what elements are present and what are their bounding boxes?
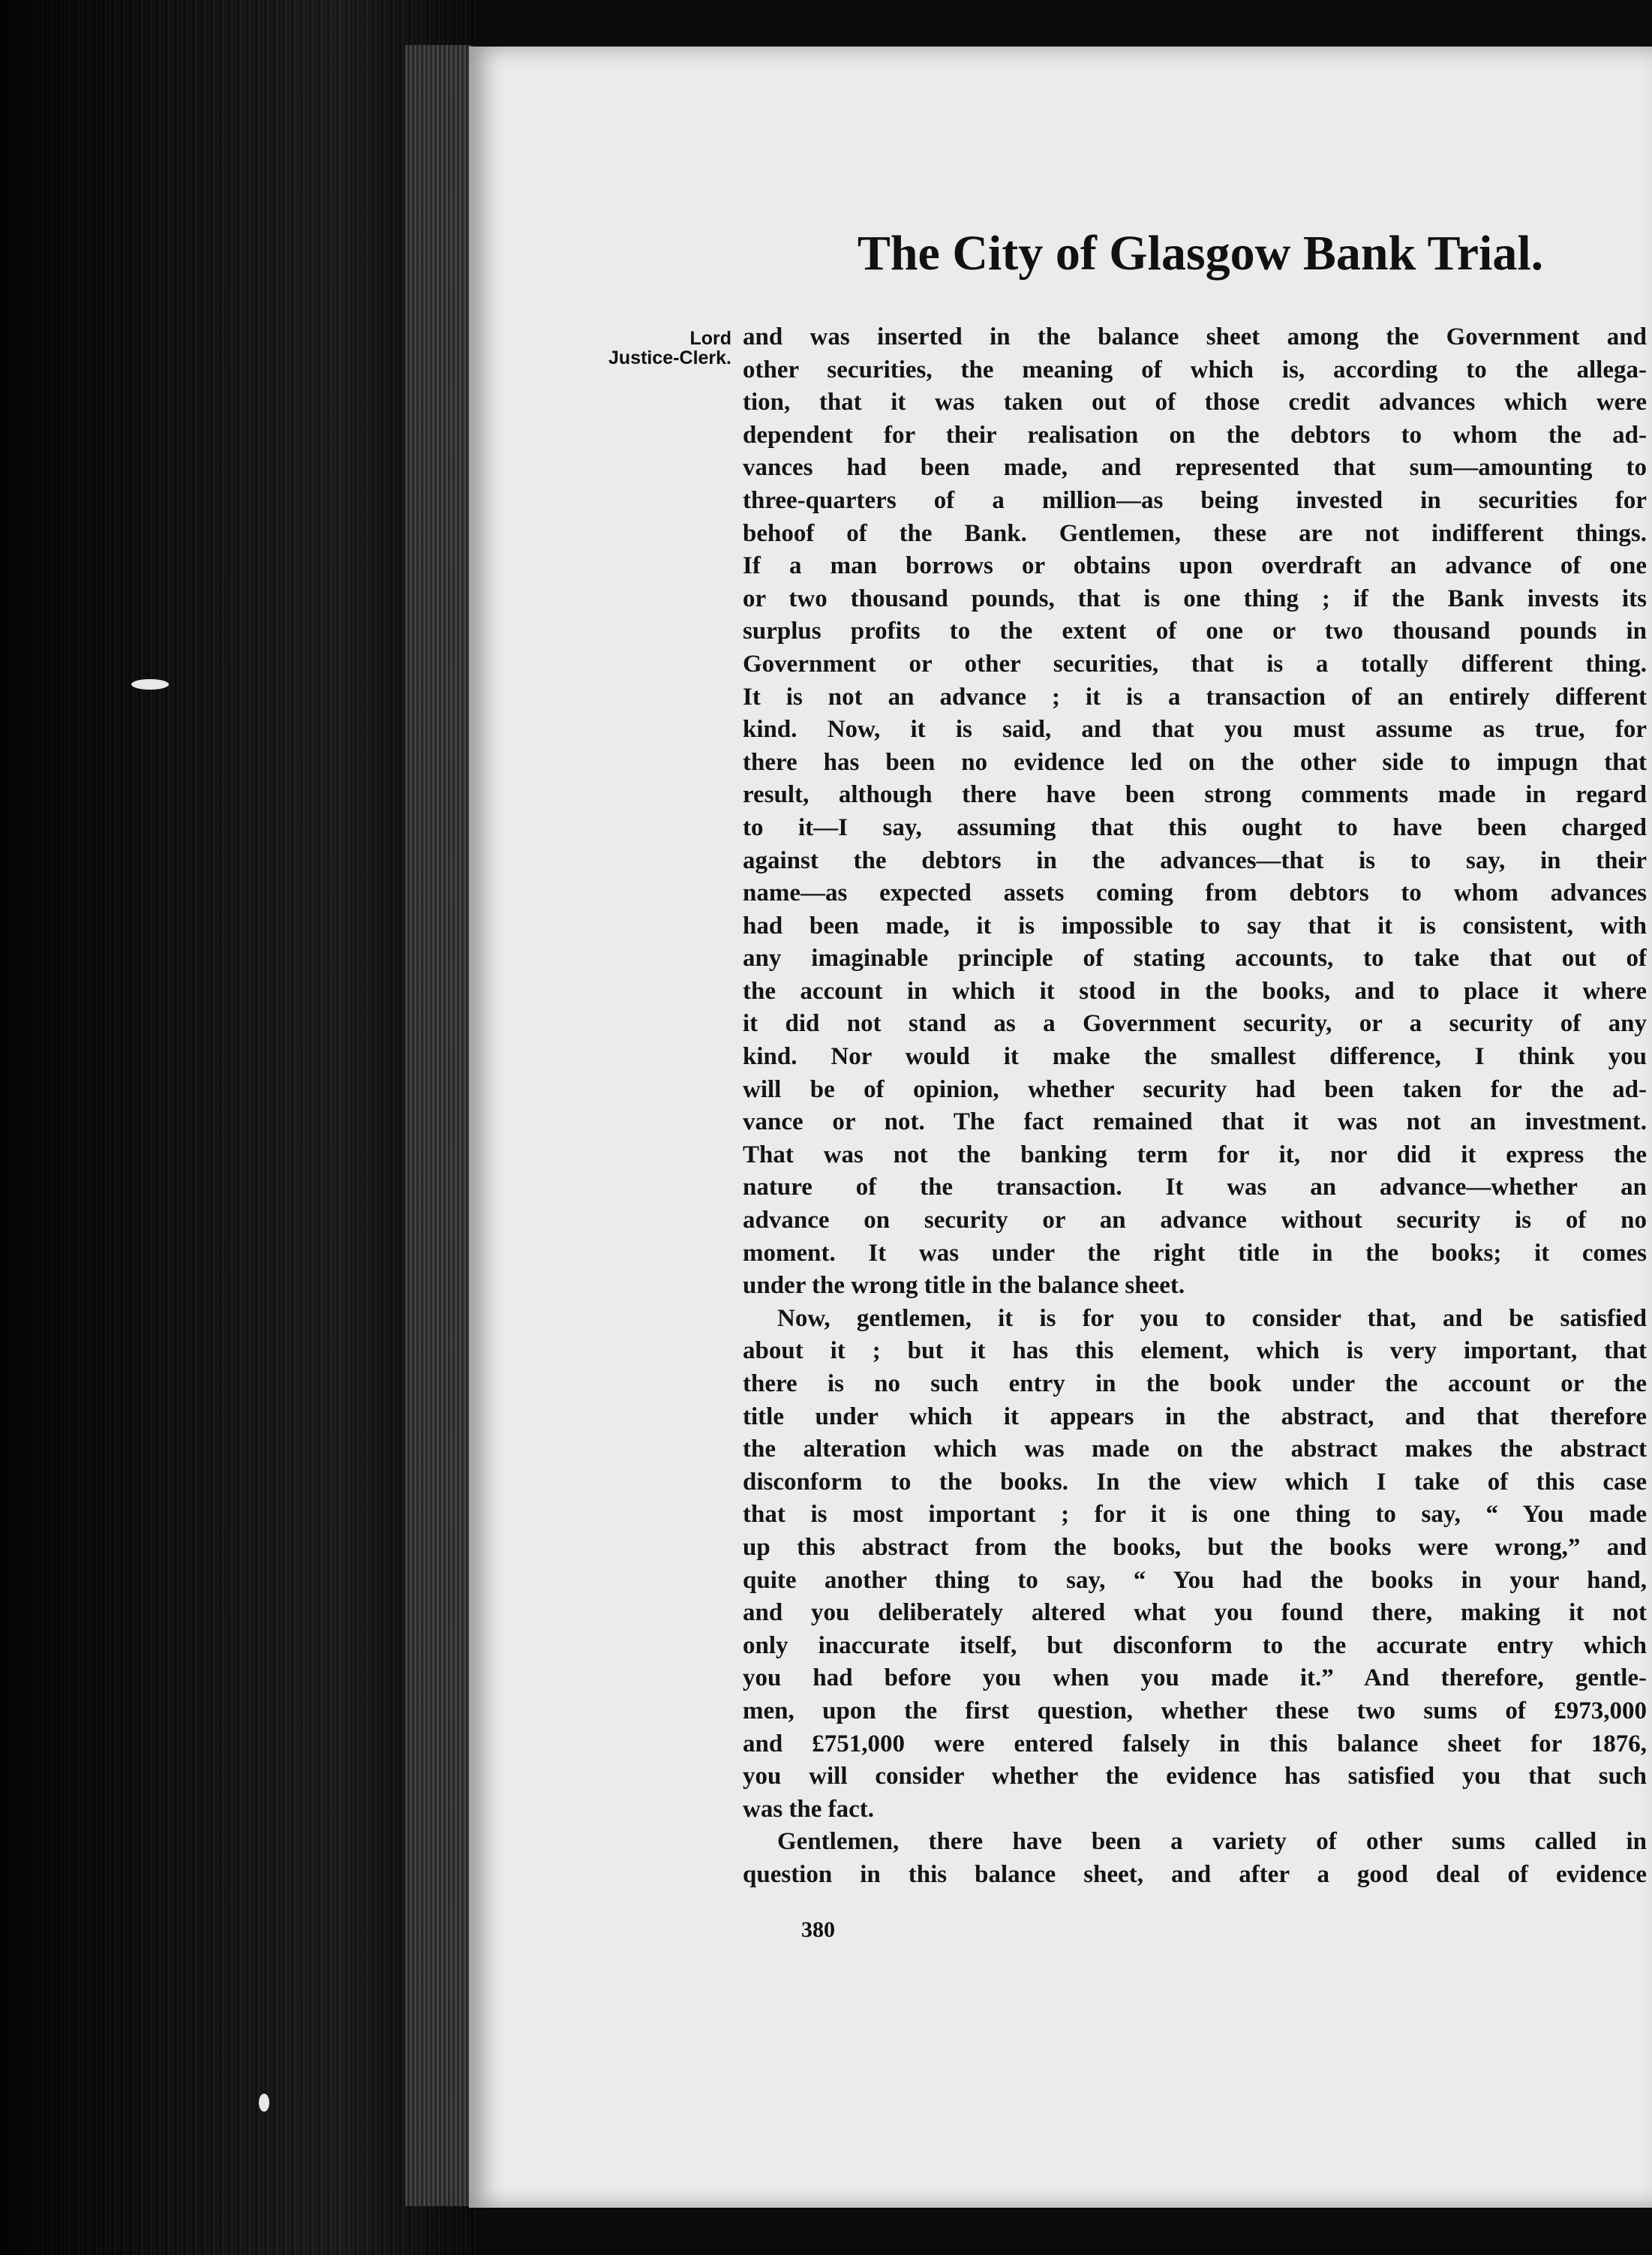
text-line: Now, gentlemen, it is for you to consider that, and be satisfied — [777, 1304, 1647, 1332]
text-line: Gentlemen, there have been a variety of other sums called in — [777, 1828, 1647, 1856]
text-line: disconform to the books. In the view which I take of this case — [743, 1468, 1647, 1496]
scan-speck — [131, 679, 169, 690]
text-line: you will consider whether the evidence has satisfied you that such — [743, 1763, 1647, 1790]
text-line: and £751,000 were entered falsely in this balance sheet for 1876, — [743, 1730, 1647, 1757]
text-line: three-quarters of a million—as being invested in securities for — [743, 486, 1647, 514]
text-line: the alteration which was made on the abstract makes the abstract — [743, 1436, 1647, 1463]
text-line: moment. It was under the right title in the books; it comes — [743, 1239, 1647, 1267]
text-line: It is not an advance ; it is a transaction of an entirely different — [743, 683, 1647, 711]
text-line: vance or not. The fact remained that it was not an investment. — [743, 1108, 1647, 1136]
text-line: that is most important ; for it is one thing to say, “ You made — [743, 1501, 1647, 1529]
text-line: or two thousand pounds, that is one thing ; if the Bank invests its — [743, 585, 1647, 612]
text-line: it did not stand as a Government security, or a security of any — [743, 1010, 1647, 1038]
text-line: If a man borrows or obtains upon overdraft an advance of one — [743, 552, 1647, 580]
speaker-line: Justice-Clerk. — [608, 347, 731, 368]
scan-speck — [259, 2094, 269, 2112]
body-text — [743, 321, 1647, 1892]
text-line: will be of opinion, whether security had been taken for the ad- — [743, 1075, 1647, 1103]
page-number: 380 — [801, 1917, 835, 1942]
text-line: only inaccurate itself, but disconform to the accurate entry which — [743, 1631, 1647, 1659]
text-line: question in this balance sheet, and after a good deal of evidence — [743, 1860, 1647, 1888]
text-line: vances had been made, and represented that sum—amounting to — [743, 454, 1647, 482]
speaker-side-note — [559, 329, 731, 368]
text-line: kind. Now, it is said, and that you must assume as true, for — [743, 716, 1647, 744]
text-line: surplus profits to the extent of one or two thousand pounds in — [743, 618, 1647, 645]
text-line: you had before you when you made it.” And therefore, gentle- — [743, 1664, 1647, 1692]
text-line: title under which it appears in the abstract, and that therefore — [743, 1403, 1647, 1430]
text-line: the account in which it stood in the books, and to place it where — [743, 977, 1647, 1005]
speaker-line: Lord — [689, 328, 731, 349]
text-line: kind. Nor would it make the smallest difference, I think you — [743, 1043, 1647, 1071]
text-line: had been made, it is impossible to say that it is consistent, with — [743, 912, 1647, 940]
text-line: quite another thing to say, “ You had the books in your hand, — [743, 1566, 1647, 1594]
text-line: there has been no evidence led on the other side to impugn that — [743, 748, 1647, 776]
text-line: name—as expected assets coming from debtors to whom advances — [743, 879, 1647, 907]
text-line: against the debtors in the advances—that is to say, in their — [743, 846, 1647, 874]
text-line: was the fact. — [743, 1795, 875, 1823]
text-line: men, upon the first question, whether these two sums of £973,000 — [743, 1697, 1647, 1724]
page-fore-edges — [405, 45, 473, 2206]
text-line: dependent for their realisation on the debtors to whom the ad- — [743, 421, 1647, 449]
text-line: That was not the banking term for it, nor did it express the — [743, 1141, 1647, 1168]
text-line: tion, that it was taken out of those credit advances which were — [743, 389, 1647, 416]
text-line: nature of the transaction. It was an advance—whether an — [743, 1174, 1647, 1201]
text-line: under the wrong title in the balance sheet. — [743, 1272, 1185, 1300]
text-line: behoof of the Bank. Gentlemen, these are not indifferent things. — [743, 519, 1647, 547]
text-line: result, although there have been strong comments made in regard — [743, 781, 1647, 809]
text-line: up this abstract from the books, but the books were wrong,” and — [743, 1533, 1647, 1561]
page-title: The City of Glasgow Bank Trial. — [857, 226, 1544, 281]
text-line: there is no such entry in the book under the account or the — [743, 1370, 1647, 1397]
text-line: and you deliberately altered what you found there, making it not — [743, 1599, 1647, 1627]
text-line: about it ; but it has this element, which is very important, that — [743, 1337, 1647, 1365]
text-line: Government or other securities, that is a totally different thing. — [743, 650, 1647, 678]
text-line: and was inserted in the balance sheet among the Government and — [743, 323, 1647, 350]
text-line: other securities, the meaning of which is, according to the allega- — [743, 356, 1647, 383]
text-line: advance on security or an advance without security is of no — [743, 1207, 1647, 1234]
text-line: any imaginable principle of stating accounts, to take that out of — [743, 945, 1647, 973]
text-line: to it—I say, assuming that this ought to have been charged — [743, 813, 1647, 841]
